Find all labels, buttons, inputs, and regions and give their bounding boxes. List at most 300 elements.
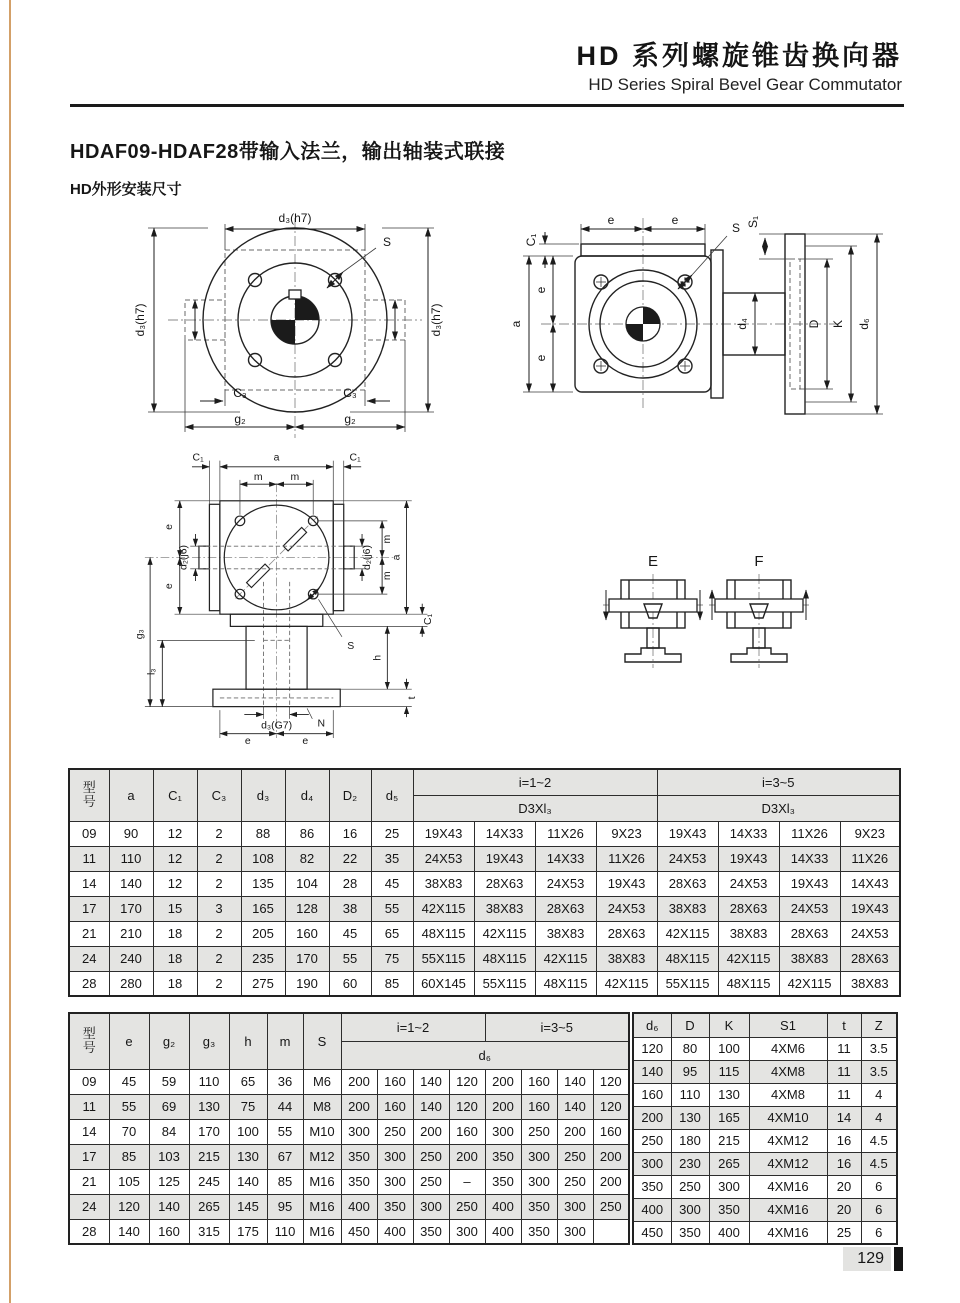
table-cell: 11 [827, 1037, 861, 1060]
table-cell: 4XM12 [749, 1152, 827, 1175]
table-cell: 65 [229, 1069, 267, 1094]
th-g3: g₃ [189, 1013, 229, 1069]
table-cell: 350 [633, 1175, 671, 1198]
table-cell: 4XM6 [749, 1037, 827, 1060]
table-cell: 140 [109, 1219, 149, 1244]
drawing-front-view [100, 198, 480, 443]
dim-label-m-top-right: m [290, 471, 300, 483]
front-view-geometry [168, 218, 422, 438]
table-cell: 4.5 [861, 1129, 897, 1152]
table-cell: 250 [557, 1169, 593, 1194]
table-cell: 2 [197, 921, 241, 946]
table-cell: 48X115 [474, 946, 535, 971]
header-title-en: HD Series Spiral Bevel Gear Commutator [588, 74, 902, 94]
table-row [633, 1060, 897, 1083]
dim-label-c1-left: C₁ [192, 452, 204, 464]
table-cell: 55 [109, 1094, 149, 1119]
table-cell: 160 [149, 1219, 189, 1244]
dim-label-e-top-left: e [607, 213, 615, 227]
table-cell: 200 [413, 1119, 449, 1144]
table-cell: 210 [109, 921, 153, 946]
table-cell: 2 [197, 871, 241, 896]
table-cell: 38X83 [413, 871, 474, 896]
table-cell: 28 [69, 1219, 109, 1244]
th-d5: d₅ [371, 769, 413, 821]
table-cell: 19X43 [779, 871, 840, 896]
table-cell: 28X63 [657, 871, 718, 896]
table-cell: 85 [371, 971, 413, 996]
table-cell: 300 [521, 1169, 557, 1194]
table-cell: 130 [671, 1106, 709, 1129]
dim-label-t: t [407, 696, 419, 700]
table-cell: 28X63 [474, 871, 535, 896]
table-cell: 38X83 [840, 971, 900, 996]
subsection-title: HD外形安装尺寸 [70, 181, 182, 198]
table-cell: 165 [709, 1106, 749, 1129]
table-cell: 21 [69, 921, 109, 946]
table-cell: 400 [341, 1194, 377, 1219]
dim-label-d3-left: d₃(h7) [133, 303, 147, 337]
th-model-line1: 型 [82, 1026, 96, 1042]
table-row [633, 1175, 897, 1198]
table-cell: 16 [827, 1129, 861, 1152]
table-cell: 160 [449, 1119, 485, 1144]
table-cell: 104 [285, 871, 329, 896]
left-accent-line [9, 0, 11, 1303]
table-cell: 11 [69, 1094, 109, 1119]
table-cell: 28X63 [535, 896, 596, 921]
table-cell: 350 [671, 1221, 709, 1244]
header-rule [70, 104, 904, 107]
table-cell: 140 [557, 1094, 593, 1119]
table-cell: 200 [449, 1144, 485, 1169]
table-cell: 24 [69, 1194, 109, 1219]
table-cell: 120 [449, 1069, 485, 1094]
table-cell: 55 [267, 1119, 303, 1144]
table-cell: 12 [153, 871, 197, 896]
table-cell: 9X23 [596, 821, 657, 846]
th-model-line1: 型 [82, 780, 96, 796]
table-cell: 2 [197, 971, 241, 996]
table-row [69, 1194, 629, 1219]
th-c3: C₃ [197, 769, 241, 821]
table-cell: 18 [153, 971, 197, 996]
table-cell: 85 [109, 1144, 149, 1169]
table-cell: M16 [303, 1169, 341, 1194]
table-cell: 180 [671, 1129, 709, 1152]
table-cell: 250 [557, 1144, 593, 1169]
dim-label-s: S [383, 235, 392, 249]
dim-label-s: S [732, 221, 741, 235]
table-cell: 69 [149, 1094, 189, 1119]
table-cell: 6 [861, 1175, 897, 1198]
table-cell: 400 [377, 1219, 413, 1244]
th-c1: C₁ [153, 769, 197, 821]
th-d3: d₃ [241, 769, 285, 821]
table-cell: 3.5 [861, 1037, 897, 1060]
table-cell: 300 [377, 1144, 413, 1169]
table-cell: 24X53 [718, 871, 779, 896]
table-cell: 4XM8 [749, 1060, 827, 1083]
table-cell: 140 [149, 1194, 189, 1219]
table-cell: – [449, 1169, 485, 1194]
table-cell: 230 [671, 1152, 709, 1175]
table-cell: 60 [329, 971, 371, 996]
page-number-bar [894, 1247, 903, 1271]
table-cell: 350 [709, 1198, 749, 1221]
table-cell: 350 [341, 1144, 377, 1169]
th-S: S [303, 1013, 341, 1069]
table-cell: 14X33 [718, 821, 779, 846]
table-cell: 120 [449, 1094, 485, 1119]
table-cell: 160 [521, 1069, 557, 1094]
dim-label-e-bottom-2: e [302, 736, 309, 745]
th-model-line2: 号 [82, 1040, 96, 1056]
table-cell: 250 [521, 1119, 557, 1144]
page-number-value: 129 [843, 1247, 891, 1271]
table-cell: 35 [371, 846, 413, 871]
table-cell: 105 [109, 1169, 149, 1194]
th-Z: Z [861, 1013, 897, 1037]
table-cell: 24X53 [535, 871, 596, 896]
table-cell: 24X53 [840, 921, 900, 946]
table-cell: 90 [109, 821, 153, 846]
dim-label-g2-right: g₂ [344, 412, 356, 426]
dim-label-g3: g₃ [134, 629, 146, 640]
dim-label-d6: d₆ [857, 318, 871, 330]
table-cell: 120 [633, 1037, 671, 1060]
table-cell: 140 [557, 1069, 593, 1094]
table-cell: 250 [593, 1194, 629, 1219]
drawing-ef-variants [595, 550, 811, 680]
table-cell: 115 [709, 1060, 749, 1083]
table-cell: 265 [189, 1194, 229, 1219]
dim-label-d2-right: d₂(j6) [361, 544, 373, 570]
table-cell: 350 [485, 1144, 521, 1169]
table-row [633, 1037, 897, 1060]
table-cell: 48X115 [718, 971, 779, 996]
side-view-geometry [541, 215, 841, 414]
table-cell: 2 [197, 821, 241, 846]
dim-label-d3-top: d₃(h7) [278, 211, 312, 225]
table-row [69, 1169, 629, 1194]
table-cell: 160 [377, 1094, 413, 1119]
table-cell: 100 [709, 1037, 749, 1060]
table-cell: 300 [485, 1119, 521, 1144]
table-cell: 25 [827, 1221, 861, 1244]
table-cell: 160 [633, 1083, 671, 1106]
table-cell: 350 [521, 1194, 557, 1219]
drawing-bottom-view [108, 438, 453, 745]
table-cell: 45 [329, 921, 371, 946]
variant-f-label: F [754, 553, 764, 570]
dim-label-e-left-1: e [163, 524, 175, 530]
table-cell: 42X115 [535, 946, 596, 971]
table-cell: 240 [109, 946, 153, 971]
dim-label-m-top-left: m [253, 471, 263, 483]
table-row [69, 1219, 629, 1244]
dim-label-m-right-1: m [381, 534, 393, 544]
table-cell: 42X115 [779, 971, 840, 996]
table-cell: 400 [709, 1221, 749, 1244]
table-cell: 19X43 [596, 871, 657, 896]
table-cell: 38X83 [779, 946, 840, 971]
table-row [69, 1094, 629, 1119]
table-cell: 19X43 [413, 821, 474, 846]
table-cell: 48X115 [535, 971, 596, 996]
table-cell: 300 [671, 1198, 709, 1221]
table-cell: 28 [329, 871, 371, 896]
th-ratio-group-2: i=3~5 [657, 769, 900, 795]
table-cell: 38X83 [474, 896, 535, 921]
table-cell: 36 [267, 1069, 303, 1094]
table-cell: 400 [485, 1194, 521, 1219]
table-cell: 60X145 [413, 971, 474, 996]
dim-label-h: h [372, 654, 384, 661]
table-cell: 350 [377, 1194, 413, 1219]
header-title-zh: HD 系列螺旋锥齿换向器 [576, 41, 902, 71]
table-cell: 45 [371, 871, 413, 896]
table-cell: M16 [303, 1219, 341, 1244]
table-cell: 245 [189, 1169, 229, 1194]
table-cell: 75 [229, 1094, 267, 1119]
table-cell: 6 [861, 1221, 897, 1244]
dim-label-s: S [347, 641, 355, 653]
table-cell: 18 [153, 921, 197, 946]
table-cell: 59 [149, 1069, 189, 1094]
table-cell: 20 [827, 1175, 861, 1198]
table-cell: 108 [241, 846, 285, 871]
table-cell: 11 [69, 846, 109, 871]
dim-label-a-right: a [391, 554, 403, 561]
table-cell: 350 [341, 1169, 377, 1194]
table-cell: 4 [861, 1106, 897, 1129]
table-cell: 24X53 [657, 846, 718, 871]
th-D2: D₂ [329, 769, 371, 821]
table-cell: 75 [371, 946, 413, 971]
th-K: K [709, 1013, 749, 1037]
table-cell: 25 [371, 821, 413, 846]
table-cell: 170 [189, 1119, 229, 1144]
table-cell: 24X53 [413, 846, 474, 871]
dim-label-c3-left: C₃ [233, 386, 247, 400]
table-row [69, 821, 900, 846]
table-cell: 4XM16 [749, 1221, 827, 1244]
drawing-side-view [503, 196, 893, 431]
table-cell: 2 [197, 846, 241, 871]
table-row [69, 1069, 629, 1094]
table-cell: 250 [633, 1129, 671, 1152]
table-cell: 200 [485, 1069, 521, 1094]
table-cell: 55 [371, 896, 413, 921]
page-header [577, 42, 903, 95]
table-cell: 28X63 [779, 921, 840, 946]
th-model [69, 769, 109, 821]
th-h: h [229, 1013, 267, 1069]
dim-label-g2-left: g₂ [234, 412, 246, 426]
table-cell: 250 [377, 1119, 413, 1144]
table-cell: 24X53 [779, 896, 840, 921]
table-cell: 14 [69, 871, 109, 896]
table-cell: 11X26 [840, 846, 900, 871]
th-ratio-group-2: i=3~5 [485, 1013, 629, 1041]
table-cell: 16 [827, 1152, 861, 1175]
dim-label-e-left-2: e [534, 354, 548, 362]
th-m: m [267, 1013, 303, 1069]
dim-label-e-top-right: e [671, 213, 679, 227]
table-cell: 300 [709, 1175, 749, 1198]
th-ratio-group-1: i=1~2 [413, 769, 657, 795]
dim-label-D: D [807, 319, 821, 329]
table-cell: 400 [485, 1219, 521, 1244]
table-cell: 42X115 [413, 896, 474, 921]
table-cell: 42X115 [474, 921, 535, 946]
table-cell: 22 [329, 846, 371, 871]
table-row [69, 921, 900, 946]
th-d6: d₆ [633, 1013, 671, 1037]
table-cell: M16 [303, 1194, 341, 1219]
table-cell: 28X63 [840, 946, 900, 971]
table-cell: M6 [303, 1069, 341, 1094]
table-cell: 265 [709, 1152, 749, 1175]
table-cell: 200 [485, 1094, 521, 1119]
page-number [843, 1247, 903, 1271]
table-cell: 300 [633, 1152, 671, 1175]
table-cell: 110 [671, 1083, 709, 1106]
table-cell: 84 [149, 1119, 189, 1144]
table-cell: 70 [109, 1119, 149, 1144]
table-cell: 250 [449, 1194, 485, 1219]
table-cell: 38X83 [535, 921, 596, 946]
table-cell: 6 [861, 1198, 897, 1221]
table-cell: 12 [153, 821, 197, 846]
table-cell: 24X53 [596, 896, 657, 921]
th-D: D [671, 1013, 709, 1037]
table-cell: 200 [341, 1069, 377, 1094]
table-cell: 12 [153, 846, 197, 871]
table-row [633, 1152, 897, 1175]
table-cell: 350 [485, 1169, 521, 1194]
table-cell: 24 [69, 946, 109, 971]
table-cell: 103 [149, 1144, 189, 1169]
table-cell: 88 [241, 821, 285, 846]
dim-label-s1: S₁ [746, 215, 760, 229]
table-cell: 128 [285, 896, 329, 921]
table-cell: 140 [109, 871, 153, 896]
table-cell: 140 [413, 1094, 449, 1119]
table-cell: 300 [413, 1194, 449, 1219]
th-model-line2: 号 [82, 794, 96, 810]
table-cell: 165 [241, 896, 285, 921]
table-cell: 280 [109, 971, 153, 996]
table-row [633, 1106, 897, 1129]
table-cell: 4XM16 [749, 1175, 827, 1198]
bottom-view-dimensions [145, 461, 428, 738]
table-cell: 140 [633, 1060, 671, 1083]
side-view-dimensions [523, 224, 883, 414]
table-cell: 11 [827, 1060, 861, 1083]
th-t: t [827, 1013, 861, 1037]
table-cell: 19X43 [840, 896, 900, 921]
flange-table [632, 1012, 898, 1245]
table-cell: 9X23 [840, 821, 900, 846]
table-cell: 15 [153, 896, 197, 921]
dim-label-d4: d₄ [735, 318, 749, 330]
table-cell: 120 [109, 1194, 149, 1219]
table-cell: 48X115 [413, 921, 474, 946]
table-cell: 110 [267, 1219, 303, 1244]
table-cell: 14 [69, 1119, 109, 1144]
table-cell: 55X115 [657, 971, 718, 996]
table-cell: 95 [267, 1194, 303, 1219]
table-cell: 110 [189, 1069, 229, 1094]
table-cell: 170 [285, 946, 329, 971]
table-cell: M10 [303, 1119, 341, 1144]
table-cell: 450 [633, 1221, 671, 1244]
table-cell: 28X63 [718, 896, 779, 921]
th-d4: d₄ [285, 769, 329, 821]
table-cell: 215 [709, 1129, 749, 1152]
table-cell: 11X26 [535, 821, 596, 846]
dim-label-d3-right: d₃(h7) [429, 303, 443, 337]
table-cell: 120 [593, 1094, 629, 1119]
table-cell: 19X43 [718, 846, 779, 871]
table-cell: 4XM12 [749, 1129, 827, 1152]
table-cell: 275 [241, 971, 285, 996]
dimension-table-2 [68, 1012, 630, 1245]
table-cell: 200 [593, 1169, 629, 1194]
table-cell: 300 [557, 1194, 593, 1219]
table-cell: 16 [329, 821, 371, 846]
dim-label-e-left-1: e [534, 286, 548, 294]
table-cell: 130 [709, 1083, 749, 1106]
table-cell: 200 [557, 1119, 593, 1144]
table-cell: 55X115 [474, 971, 535, 996]
dim-label-c3-right: C₃ [343, 386, 357, 400]
table-cell: 45 [109, 1069, 149, 1094]
table-cell: 3 [197, 896, 241, 921]
dim-label-n: N [317, 718, 326, 730]
th-e: e [109, 1013, 149, 1069]
table-cell: 17 [69, 1144, 109, 1169]
table-cell: 125 [149, 1169, 189, 1194]
table-cell: 300 [341, 1119, 377, 1144]
table-cell: 14 [827, 1106, 861, 1129]
dim-label-m-right-2: m [381, 571, 393, 581]
variant-e-label: E [647, 553, 659, 570]
table-row [633, 1221, 897, 1244]
table-cell: 400 [633, 1198, 671, 1221]
bottom-view-geometry [145, 483, 396, 738]
dim-label-e-left-2: e [163, 583, 175, 590]
table-cell: 21 [69, 1169, 109, 1194]
table-cell: 200 [341, 1094, 377, 1119]
table-cell: 135 [241, 871, 285, 896]
dim-label-c1-right: C₁ [349, 452, 361, 464]
table-row [633, 1083, 897, 1106]
table-cell: 38X83 [596, 946, 657, 971]
table-cell: 110 [109, 846, 153, 871]
table-cell: 2 [197, 946, 241, 971]
table-cell: 4XM16 [749, 1198, 827, 1221]
table-cell: 28X63 [596, 921, 657, 946]
table-cell: 19X43 [657, 821, 718, 846]
table-cell: 250 [671, 1175, 709, 1198]
table-row [633, 1129, 897, 1152]
th-model [69, 1013, 109, 1069]
table-cell: 28 [69, 971, 109, 996]
table-cell: 160 [521, 1094, 557, 1119]
